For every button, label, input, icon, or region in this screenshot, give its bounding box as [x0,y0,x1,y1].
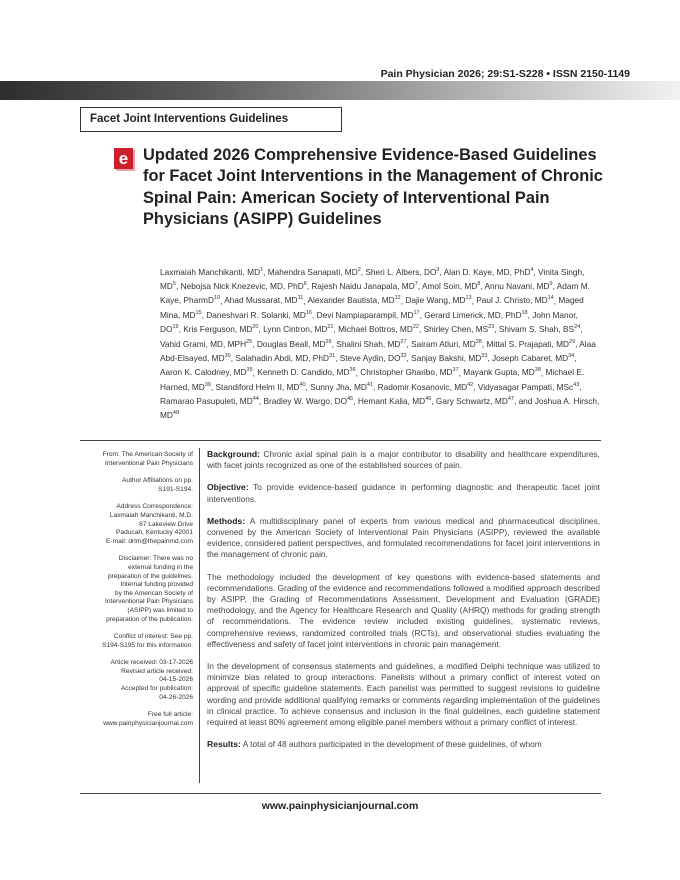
author-affiliation-number: 42 [467,381,474,388]
background-text: Chronic axial spinal pain is a major contributor to disability and healthcare expenditures, with facet joints recognized as one of the established sources of pain. [207,449,600,471]
author-name: Michael E. Harned, MD$^{39}$ [160,367,585,392]
author-name: Hemant Kalia, MD$^{46}$ [357,396,432,406]
author-affiliation-number: 19 [172,324,179,331]
sidebar-divider [199,448,200,783]
e-icon [114,148,135,171]
author-affiliation-number: 27 [400,338,407,345]
author-affiliation-number: 25 [246,338,253,345]
abstract-methods-p3: In the development of consensus statements and guidelines, a modified Delphi technique was utilized to minimize bias related to group interactions. Panelists without a primary conflict of interest voted on approval of specific guideline statements. Each panelist was permitted to suggest revisions to guideline wording and provide additional qualifying remarks or comments regarding implementation of the guidelines in clinical practice. To achieve consensus and inclusion in the final guidelines, each guideline statement required at least 80% agreement among eligible panel members without a primary conflict of interest. [207,661,600,728]
author-name: Gerard Limerick, MD, PhD$^{18}$ [424,309,528,320]
author-name: John Manor, DO$^{19}$ [160,309,578,335]
header-gradient-bar [0,81,680,100]
author-name: Devi Nampiaparampil, MD$^{17}$ [316,309,420,320]
author-affiliation-number: 8 [477,281,481,288]
author-affiliation-number: 29 [568,338,576,345]
author-name: Sheri L. Albers, $DO^3$ [365,266,440,277]
author-name: Laxmaiah Manchikanti, $MD^1$ [160,266,264,277]
author-name: Kris Ferguson, MD$^{20}$ [183,324,259,335]
author-name: Amol Soin, $MD^8$ [421,281,481,292]
sidebar-from: From: The American Society of Interventional Pain Physicians [102,451,193,467]
author-affiliation-number: 35 [246,367,253,374]
author-affiliation-number: 20 [252,324,259,331]
abstract-results [207,739,600,750]
author-name: Maged Mina, MD$^{15}$ [160,295,584,320]
abstract [207,449,600,761]
author-name: Daneshvari R. Solanki, MD$^{16}$ [206,309,312,320]
author-name: Alexander Bautista, MD$^{12}$ [307,295,401,306]
author-name: Standiford Helm II, MD$^{40}$ [215,381,306,392]
author-affiliation-number: 1 [260,267,264,273]
author-name: Shirley Chen, MS$^{23}$ [423,324,495,335]
footer-url[interactable]: www.painphysicianjournal.com [261,800,419,812]
author-name: Ahad Mussarat, MD$^{11}$ [224,295,304,306]
sidebar-disclaimer: Disclaimer: There was no external funding in the preparation of the guidelines. Internal funding provided by the American Society of Interventional Pain Physicians (ASIPP) was limited to preparation of the publication. [105,555,193,623]
abstract-background [207,449,600,471]
author-name: and Joshua A. Hirsch, MD$^{48}$ [160,396,600,421]
background-label: Background: [207,449,260,459]
sidebar-correspondence: Address Correspondence: Laxmaiah Manchikanti, M.D. 67 Lakeview Drive Paducah, Kentucky 42001 E-mail: drlm@thepainmd.com [106,503,193,545]
author-name: Aaron K. Calodney, MD$^{35}$ [160,367,253,378]
author-name: Sanjay Bakshi, MD$^{33}$ [411,352,488,363]
author-name: Bradley W. Wargo, DO$^{45}$ [263,396,354,406]
author-affiliation-number: 9 [549,281,553,288]
author-affiliation-number: 7 [414,281,418,288]
author-affiliation-number: 17 [413,310,420,317]
author-affiliation-number: 37 [452,367,459,374]
author-affiliation-number: 47 [507,396,514,403]
author-name: Shalini Shah, MD$^{27}$ [336,338,407,349]
author-affiliation-number: 14 [547,295,554,302]
author-name: Sairam Atluri, MD$^{28}$ [411,338,482,349]
author-name: Mittal S. Prajapati, MD$^{29}$ [486,338,576,349]
author-affiliation-number: 11 [297,295,304,302]
author-affiliation-number: 36 [349,367,356,374]
author-affiliation-number: 3 [436,267,440,273]
author-name: Michael Bottros, MD$^{22}$ [338,324,419,335]
author-affiliation-number: 23 [488,324,495,331]
author-name: Gary Schwartz, MD$^{47}$ [435,396,514,406]
author-affiliation-number: 40 [299,381,306,388]
author-name: Vinita Singh, $MD^5$ [160,266,585,292]
abstract-objective [207,482,600,504]
author-name: Vahid Grami, MD, MPH$^{25}$ [160,338,253,349]
journal-citation: Pain Physician 2026; 29:S1-S228 • ISSN 2150-1149 [380,68,630,80]
author-affiliation-number: 16 [305,310,312,317]
author-name: Steve Aydin, DO$^{32}$ [339,352,407,363]
author-affiliation-number: 22 [412,324,419,331]
author-name: Sunny Jha, MD$^{41}$ [310,381,374,392]
author-affiliation-number: 12 [394,295,401,302]
author-affiliation-number: 5 [172,281,176,288]
author-affiliation-number: 21 [327,324,334,331]
author-affiliation-number: 48 [172,410,180,417]
section-label: Facet Joint Interventions Guidelines [80,107,342,132]
author-name: Paul J. Christo, MD$^{14}$ [476,295,554,306]
author-name: Lynn Cintron, MD$^{21}$ [263,324,334,335]
author-affiliation-number: 33 [481,353,488,360]
methods-label: Methods: [207,515,246,526]
author-name: Shivam S. Shah, BS$^{24}$ [498,324,581,335]
author-affiliation-number: 46 [425,396,432,403]
article-title: Updated 2026 Comprehensive Evidence-Based Guidelines for Facet Joint Interventions in the Management of Chronic Spinal Pain: American Society of Interventional Pain Physicians (ASIPP) Guidelines [143,146,603,228]
author-name: Mahendra Sanapati, $MD^2$ [267,266,361,277]
author-affiliation-number: 24 [574,324,581,331]
author-affiliation-number: 31 [328,353,336,360]
sidebar-dates: Article received: 03-17-2026 Revised article received: 04-15-2026 Accepted for publication: 04-26-2026 [110,659,193,701]
author-affiliation-number: 30 [224,353,231,360]
author-name: Annu Navani, $MD^9$ [484,281,553,292]
author-name: Adam M. Kaye, PharmD$^{10}$ [160,281,590,306]
footer-divider [80,793,601,794]
author-affiliation-number: 6 [303,281,307,288]
author-affiliation-number: 26 [325,338,332,345]
author-name: Ramarao Pasupuleti, MD$^{44}$ [160,396,259,406]
author-affiliation-number: 41 [366,381,374,388]
results-text: A total of 48 authors participated in the development of these guidelines, of whom [242,739,542,750]
objective-label: Objective: [207,482,249,493]
author-affiliation-number: 28 [475,338,482,345]
author-affiliation-number: 32 [400,353,407,360]
author-affiliation-number: 39 [204,381,211,388]
methods-text: A multidisciplinary panel of experts from various medical and pharmaceutical disciplines, convened by the American Society of Interventional Pain Physicians (ASIPP), reviewed the available evidence, considered patient perspectives, and formulated recommendations for facet joint interventions in the management of chronic pain. [207,515,600,560]
author-affiliation-number: 18 [521,310,528,317]
author-affiliation-number: 15 [195,310,202,317]
author-name: Christopher Gharibo, MD$^{37}$ [360,367,459,378]
author-affiliation-number: 10 [213,295,221,302]
results-label: Results: [207,739,241,750]
author-name: Kenneth D. Candido, MD$^{36}$ [257,367,356,378]
author-name: Alan D. Kaye, MD, PhD$^4$ [443,266,534,277]
author-name: Douglas Beall, MD$^{26}$ [256,338,332,349]
top-divider [80,440,601,441]
abstract-methods [207,516,600,561]
author-affiliation-number: 2 [357,267,361,273]
objective-text: To provide evidence-based guidance in performing diagnostic and therapeutic facet joint interventions. [207,482,600,504]
abstract-methods-p2: The methodology included the development of key questions with evidence-based statements and recommendations. Grading of the evidence and recommendations followed a modified approach described by ASIPP, the Grading of Recommendations Assessment, Development and Evaluation (GRADE) methodology, and the Agency for Healthcare Research and Quality (AHRQ) methods for grading strength of recommendations. The evidence review included existing guidelines, systematic reviews, comprehensive reviews, randomized controlled trials (RCTs), and observational studies evaluating the effectiveness and safety of facet joint interventions in chronic pain management. [207,571,600,649]
sidebar-conflict: Conflict of interest: See pp. S194-S195 for this information. [102,633,193,649]
author-affiliation-number: 4 [530,267,534,273]
sidebar-affiliations: Author Affiliations on pp. S191-S194. [122,477,193,493]
author-affiliation-number: 38 [534,367,541,374]
author-name: Vidyasagar Pampati, MSc$^{43}$ [477,381,580,392]
article-info-sidebar [80,451,193,737]
author-name: Joseph Cabaret, MD$^{34}$ [492,352,575,363]
author-name: Salahadin Abdi, MD, PhD$^{31}$ [235,352,336,363]
author-affiliation-number: 34 [568,353,575,360]
sidebar-free-article: Free full article: www.painphysicianjournal.com [103,711,193,727]
author-list: Laxmaiah Manchikanti, $MD^1$, Mahendra Sanapati, $MD^2$, Sheri L. Albers, $DO^3$, Alan D. Kaye, MD, PhD$^4$, Vinita Singh, $MD^5$, Nebojsa Nick Knezevic, MD, PhD$^6$, Rajesh Naidu Janapala, $MD^7$, Amol Soin, $MD^8$, Annu Navani, $MD^9$, Adam M. Kaye, PharmD$^{10}$, Ahad Mussarat, MD$^{11}$, Alexander Bautista, MD$^{12}$, Dajie Wang, MD$^{13}$, Paul J. Christo, MD$^{14}$, Maged Mina, MD$^{15}$, Daneshvari R. Solanki, MD$^{16}$, Devi Nampiaparampil, MD$^{17}$, Gerard Limerick, MD, PhD$^{18}$, John Manor, DO$^{19}$, Kris Ferguson, MD$^{20}$, Lynn Cintron, MD$^{21}$, Michael Bottros, MD$^{22}$, Shirley Chen, MS$^{23}$, Shivam S. Shah, BS$^{24}$, Vahid Grami, MD, MPH$^{25}$, Douglas Beall, MD$^{26}$, Shalini Shah, MD$^{27}$, Sairam Atluri, MD$^{28}$, Mittal S. Prajapati, MD$^{29}$, Alaa Abd-Elsayed, MD$^{30}$, Salahadin Abdi, MD, PhD$^{31}$, Steve Aydin, DO$^{32}$, Sanjay Bakshi, MD$^{33}$, Joseph Cabaret, MD$^{34}$, Aaron K. Calodney, MD$^{35}$, Kenneth D. Candido, MD$^{36}$, Christopher Gharibo, MD$^{37}$, Mayank Gupta, MD$^{38}$, Michael E. Harned, MD$^{39}$, Standiford Helm II, MD$^{40}$, Sunny Jha, MD$^{41}$, Radomir Kosanovic, MD$^{42}$, Vidyasagar Pampati, MSc$^{43}$, Ramarao Pasupuleti, MD$^{44}$, Bradley W. Wargo, DO$^{45}$, Hemant Kalia, MD$^{46}$, Gary Schwartz, MD$^{47}$, and Joshua A. Hirsch, MD$^{48}$ [160,266,600,421]
author-affiliation-number: 13 [465,295,472,302]
author-affiliation-number: 44 [252,396,259,403]
author-name: Dajie Wang, MD$^{13}$ [405,295,472,306]
author-name: Rajesh Naidu Janapala, $MD^7$ [311,281,418,292]
author-name: Alaa Abd-Elsayed, MD$^{30}$ [160,338,596,363]
author-name: Nebojsa Nick Knezevic, MD, PhD$^6$ [180,281,307,292]
author-name: Radomir Kosanovic, MD$^{42}$ [377,381,474,392]
svg-text:e: e [118,149,129,168]
author-affiliation-number: 43 [573,381,580,388]
author-name: Mayank Gupta, MD$^{38}$ [463,367,541,378]
author-affiliation-number: 45 [347,396,354,403]
